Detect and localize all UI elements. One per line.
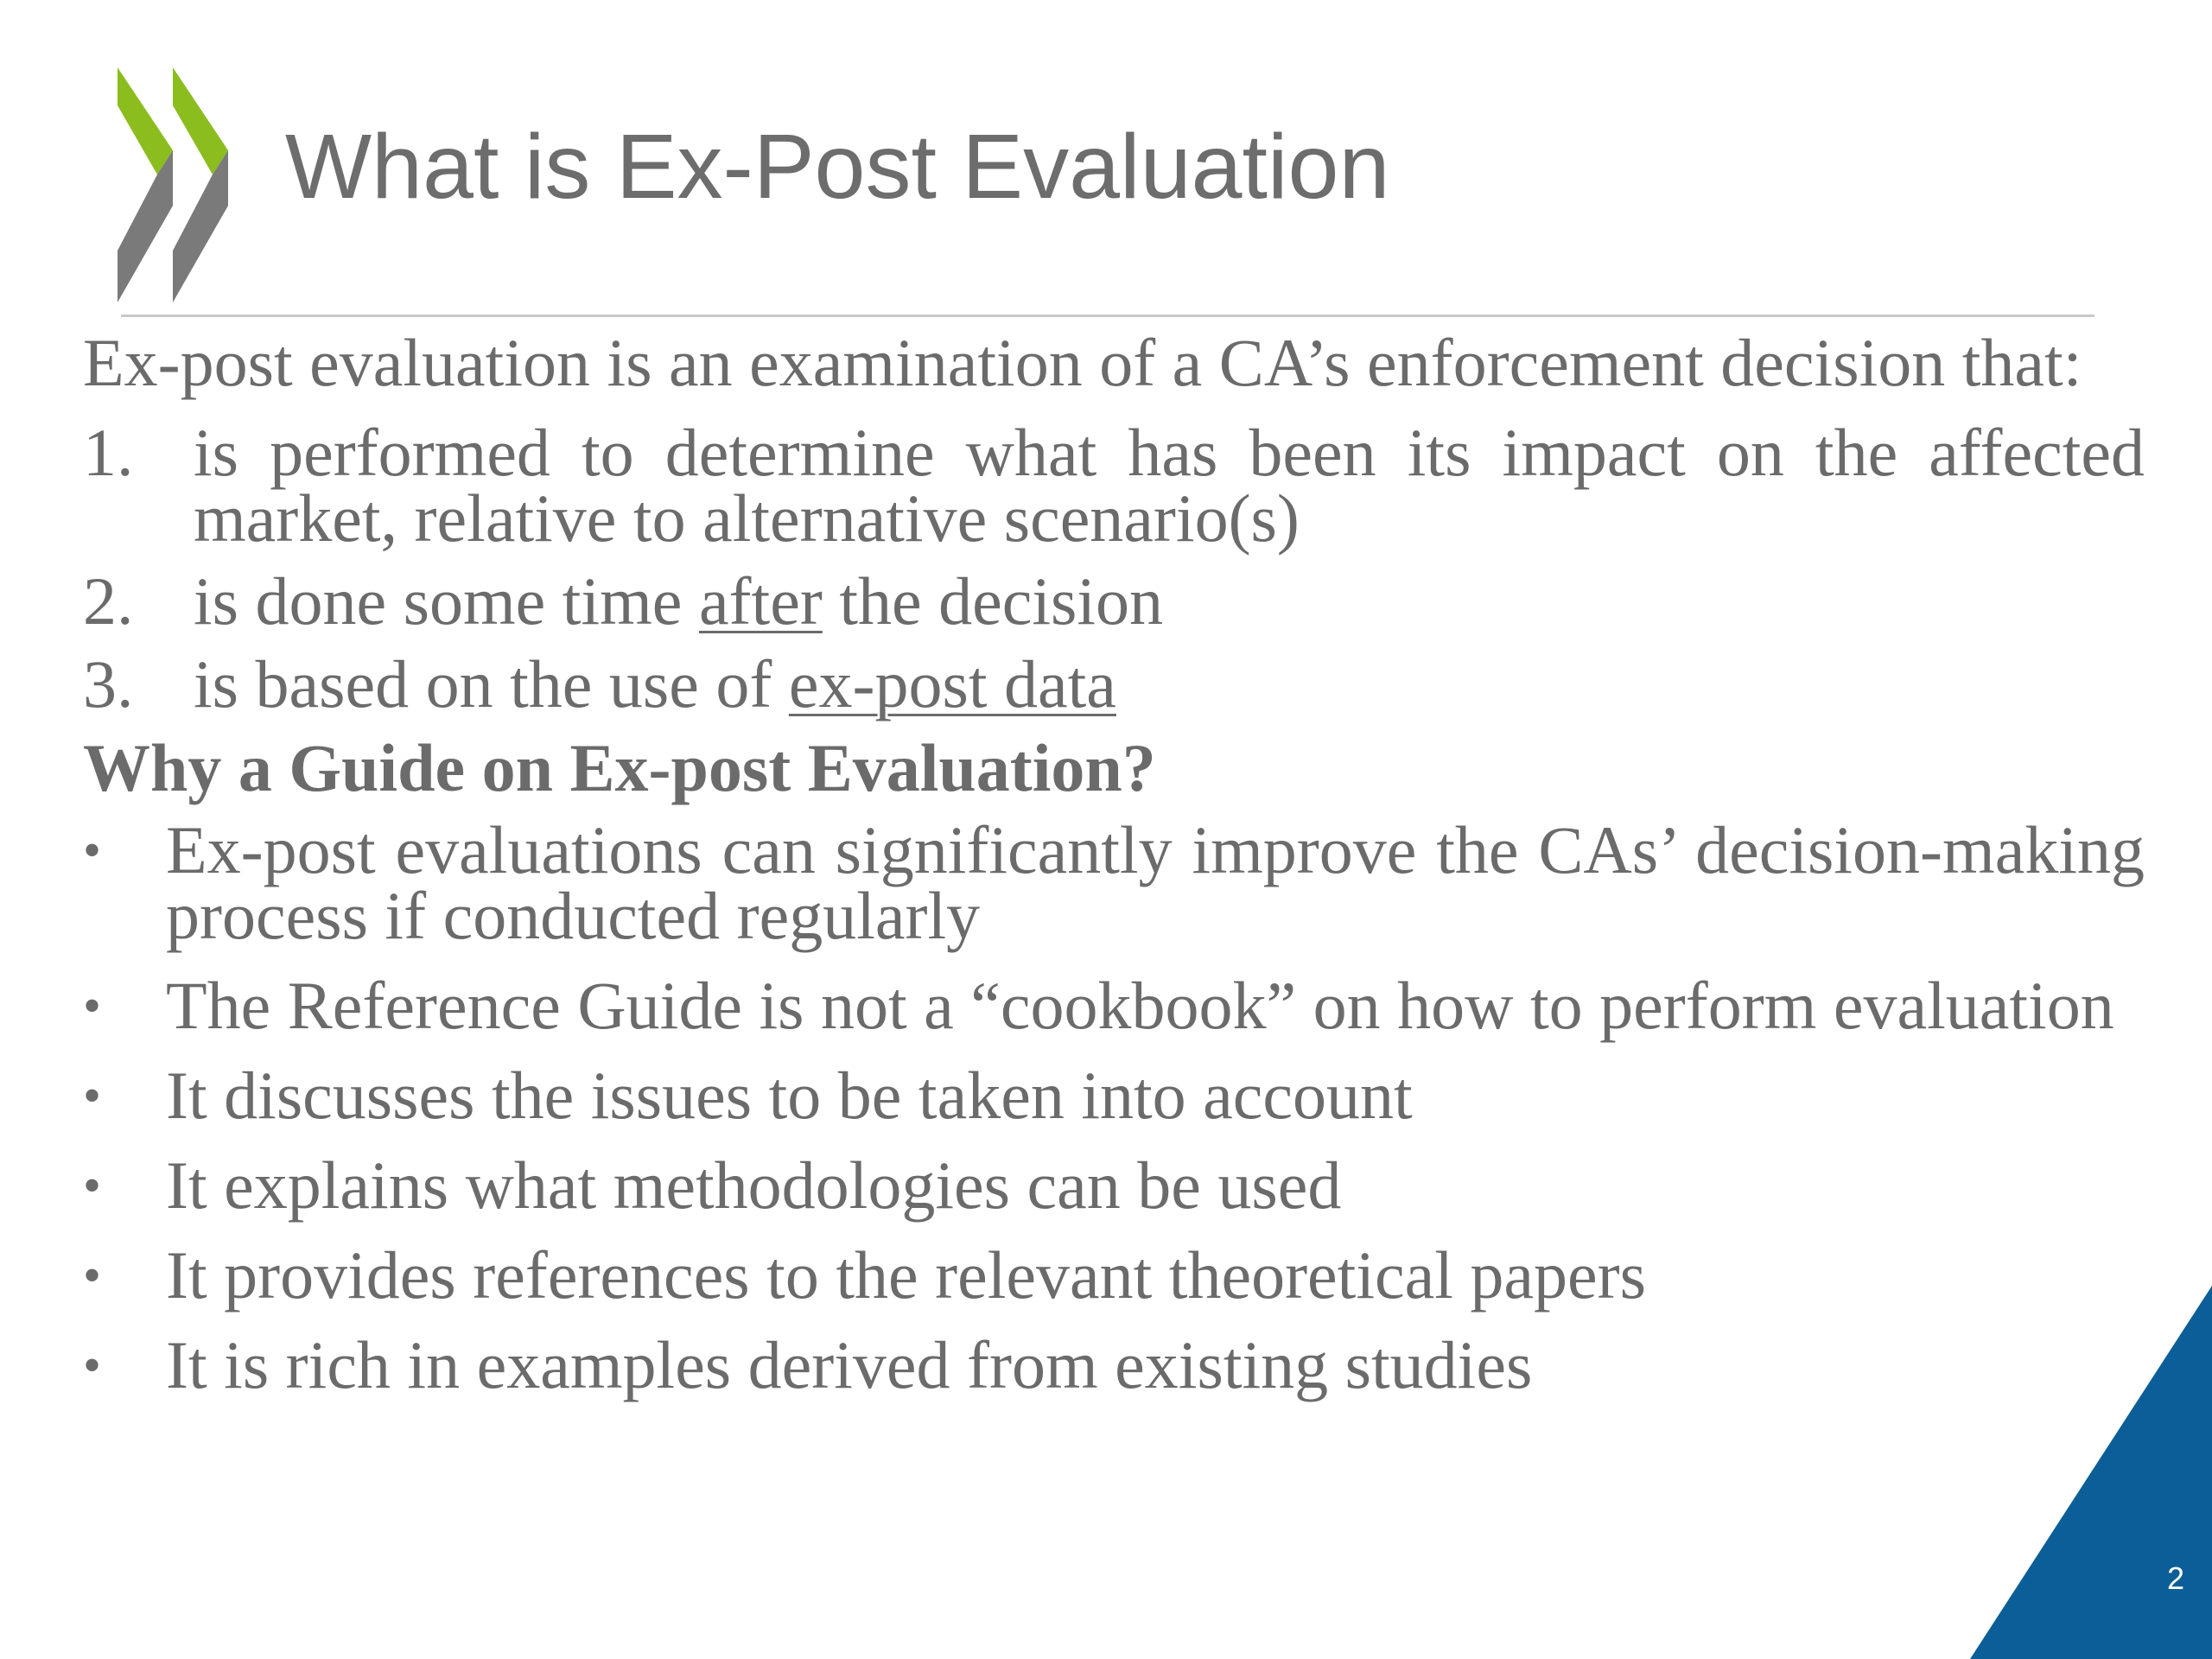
bullet-text: The Reference Guide is not a “cookbook” on how to perform evaluation [166, 968, 2114, 1043]
logo-chevron-2-green [173, 67, 228, 175]
bullet-dot: • [83, 1067, 102, 1124]
bullet-dot: • [83, 977, 102, 1034]
bullet-item-4 [83, 1147, 2145, 1223]
item-number: 3. [83, 646, 134, 721]
numbered-item-3 [83, 646, 2145, 721]
slide-title: What is Ex-Post Evaluation [285, 116, 1390, 218]
bullet-item-3 [83, 1058, 2145, 1133]
item-text-part: is based on the use of [194, 646, 789, 721]
item-text [194, 563, 2145, 639]
bullet-text: Ex-post evaluations can significantly improve the CAs’ decision-making process if conducted regularly [166, 812, 2145, 953]
bullet-item-5 [83, 1237, 2145, 1313]
item-text: is performed to determine what has been its impact on the affected market, relative to alternative scenario(s) [194, 415, 2145, 556]
corner-triangle-decoration [1970, 1286, 2212, 1659]
bullet-dot: • [83, 822, 102, 879]
bullet-text: It is rich in examples derived from existing studies [166, 1327, 1533, 1402]
bullet-item-1 [83, 812, 2145, 953]
bullet-text: It provides references to the relevant theoretical papers [166, 1237, 1646, 1313]
intro-paragraph: Ex-post evaluation is an examination of a CA’s enforcement decision that: [83, 325, 2082, 400]
page-number: 2 [2166, 1560, 2184, 1596]
bullet-text: It explains what methodologies can be used [166, 1147, 1342, 1223]
underlined-word-after: after [698, 563, 823, 639]
numbered-item-1 [83, 415, 2145, 556]
bullet-item-6 [83, 1327, 2145, 1402]
item-number: 1. [83, 415, 134, 490]
logo-chevron-2-gray [173, 150, 228, 302]
logo-chevron-1-green [118, 67, 173, 175]
item-text [194, 646, 2145, 721]
bullet-item-2 [83, 968, 2145, 1043]
underlined-phrase-ex-post-data: ex-post data [788, 646, 1116, 721]
title-divider [121, 315, 2094, 317]
bullet-dot: • [83, 1247, 102, 1304]
item-number: 2. [83, 563, 134, 639]
oecd-logo [118, 67, 238, 302]
section-heading: Why a Guide on Ex-post Evaluation? [83, 730, 1156, 805]
bullet-text: It discusses the issues to be taken into account [166, 1058, 1413, 1133]
logo-chevron-1-gray [118, 150, 173, 302]
bullet-dot: • [83, 1157, 102, 1214]
slide-body [83, 321, 2145, 1402]
bullet-dot: • [83, 1337, 102, 1394]
item-text-part: the decision [822, 563, 1164, 639]
item-text-part: is done some time [194, 563, 699, 639]
numbered-item-2 [83, 563, 2145, 639]
